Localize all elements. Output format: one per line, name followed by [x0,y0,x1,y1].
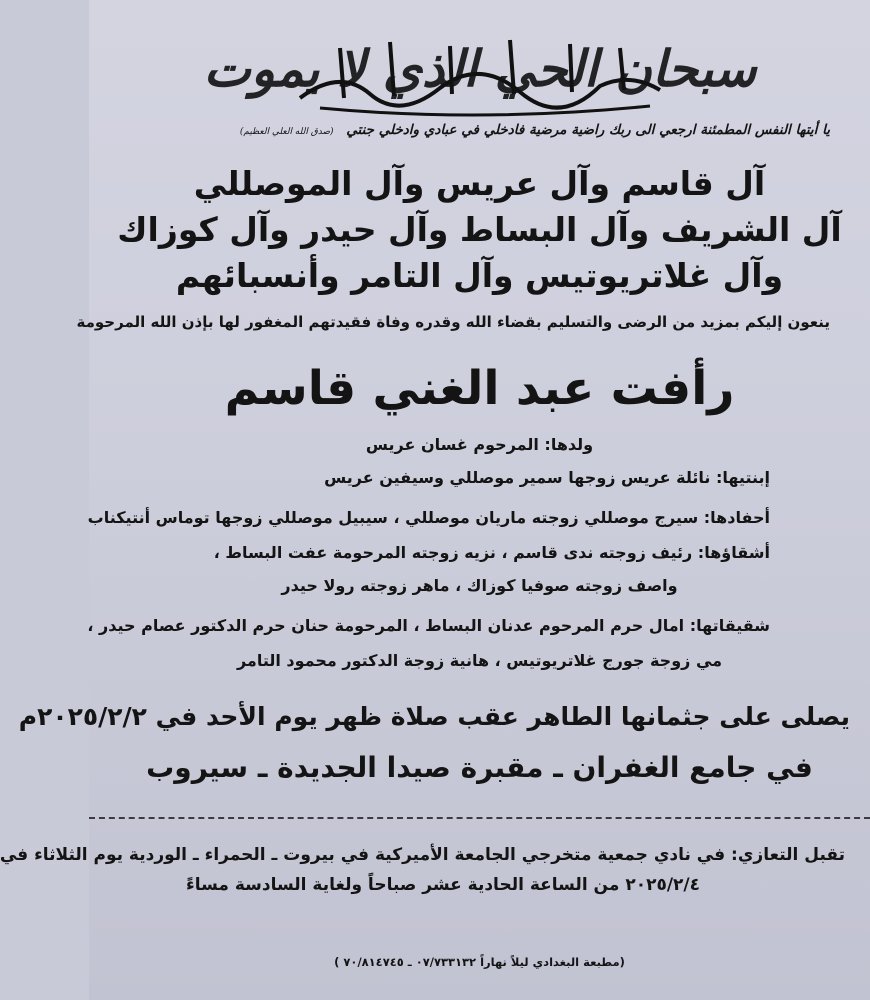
deceased-name: رأفت عبد الغني قاسم [224,361,735,416]
condolences-line-1: تقبل التعازي: في نادي جمعية متخرجي الجامعة الأميركية في بيروت ـ الحمراء ـ الوردية يوم الثلاثاء في [0,845,845,865]
family-line-1: آل قاسم وآل عريس وآل الموصللي [193,164,766,203]
relative-son: ولدها: المرحوم غسان عريس [365,435,594,454]
prayer-time: يصلى على جثمانها الطاهر عقب صلاة ظهر يوم الأحد في ٢٠٢٥/٢/٢م [18,702,850,731]
condolences-line-2: ٢٠٢٥/٢/٤ من الساعة الحادية عشر صباحاً ولغاية السادسة مساءً [186,875,700,895]
relative-sisters-line-1: شقيقاتها: امال حرم المرحوم عدنان البساط ، المرحومة حنان حرم الدكتور عصام حيدر ، [87,616,770,635]
dashed-divider [89,817,870,819]
quran-verse [119,122,830,138]
calligraphy-heading [109,28,850,120]
printer-credit: (مطبعة البغدادي ليلاً نهاراً ٠٧/٧٣٣١٣٢ ـ ٧٠/٨١٤٧٤٥ ) [334,955,625,969]
family-line-2: آل الشريف وآل البساط وآل حيدر وآل كوزاك [117,210,842,249]
relative-sisters-line-2: مي زوجة جورج غلاتريوتيس ، هانية زوجة الدكتور محمود التامر [236,651,723,670]
relative-brothers-line-2: واصف زوجته صوفيا كوزاك ، ماهر زوجته رولا حيدر [281,576,678,595]
relative-daughters: إبنتيها: نائلة عريس زوجها سمير موصللي وسيفين عريس [324,468,770,487]
verse-citation: (صدق الله العلي العظيم) [239,127,334,137]
calligraphy-flourish-icon [203,28,756,120]
verse-text: يا أيتها النفس المطمئنة ارجعي الى ربك راضية مرضية فادخلي في عبادي وادخلي جنتي [346,122,830,138]
calligraphy-text: سبحان الحي الذي لا يموت [203,39,756,98]
prayer-location: في جامع الغفران ـ مقبرة صيدا الجديدة ـ سيروب [146,751,813,784]
announcement-text: ينعون إليكم بمزيد من الرضى والتسليم بقضاء الله وقدره وفاة فقيدتهم المغفور لها بإذن الله المرحومة [76,313,830,331]
relative-grandchildren: أحفادها: سيرج موصللي زوجته ماريان موصللي ، سيبيل موصللي زوجها توماس أنتيكناب [87,508,770,527]
relative-brothers-line-1: أشقاؤها: رئيف زوجته ندى قاسم ، نزيه زوجته المرحومة عفت البساط ، [213,543,770,562]
family-line-3: وآل غلاتريوتيس وآل التامر وأنسبائهم [175,256,784,295]
